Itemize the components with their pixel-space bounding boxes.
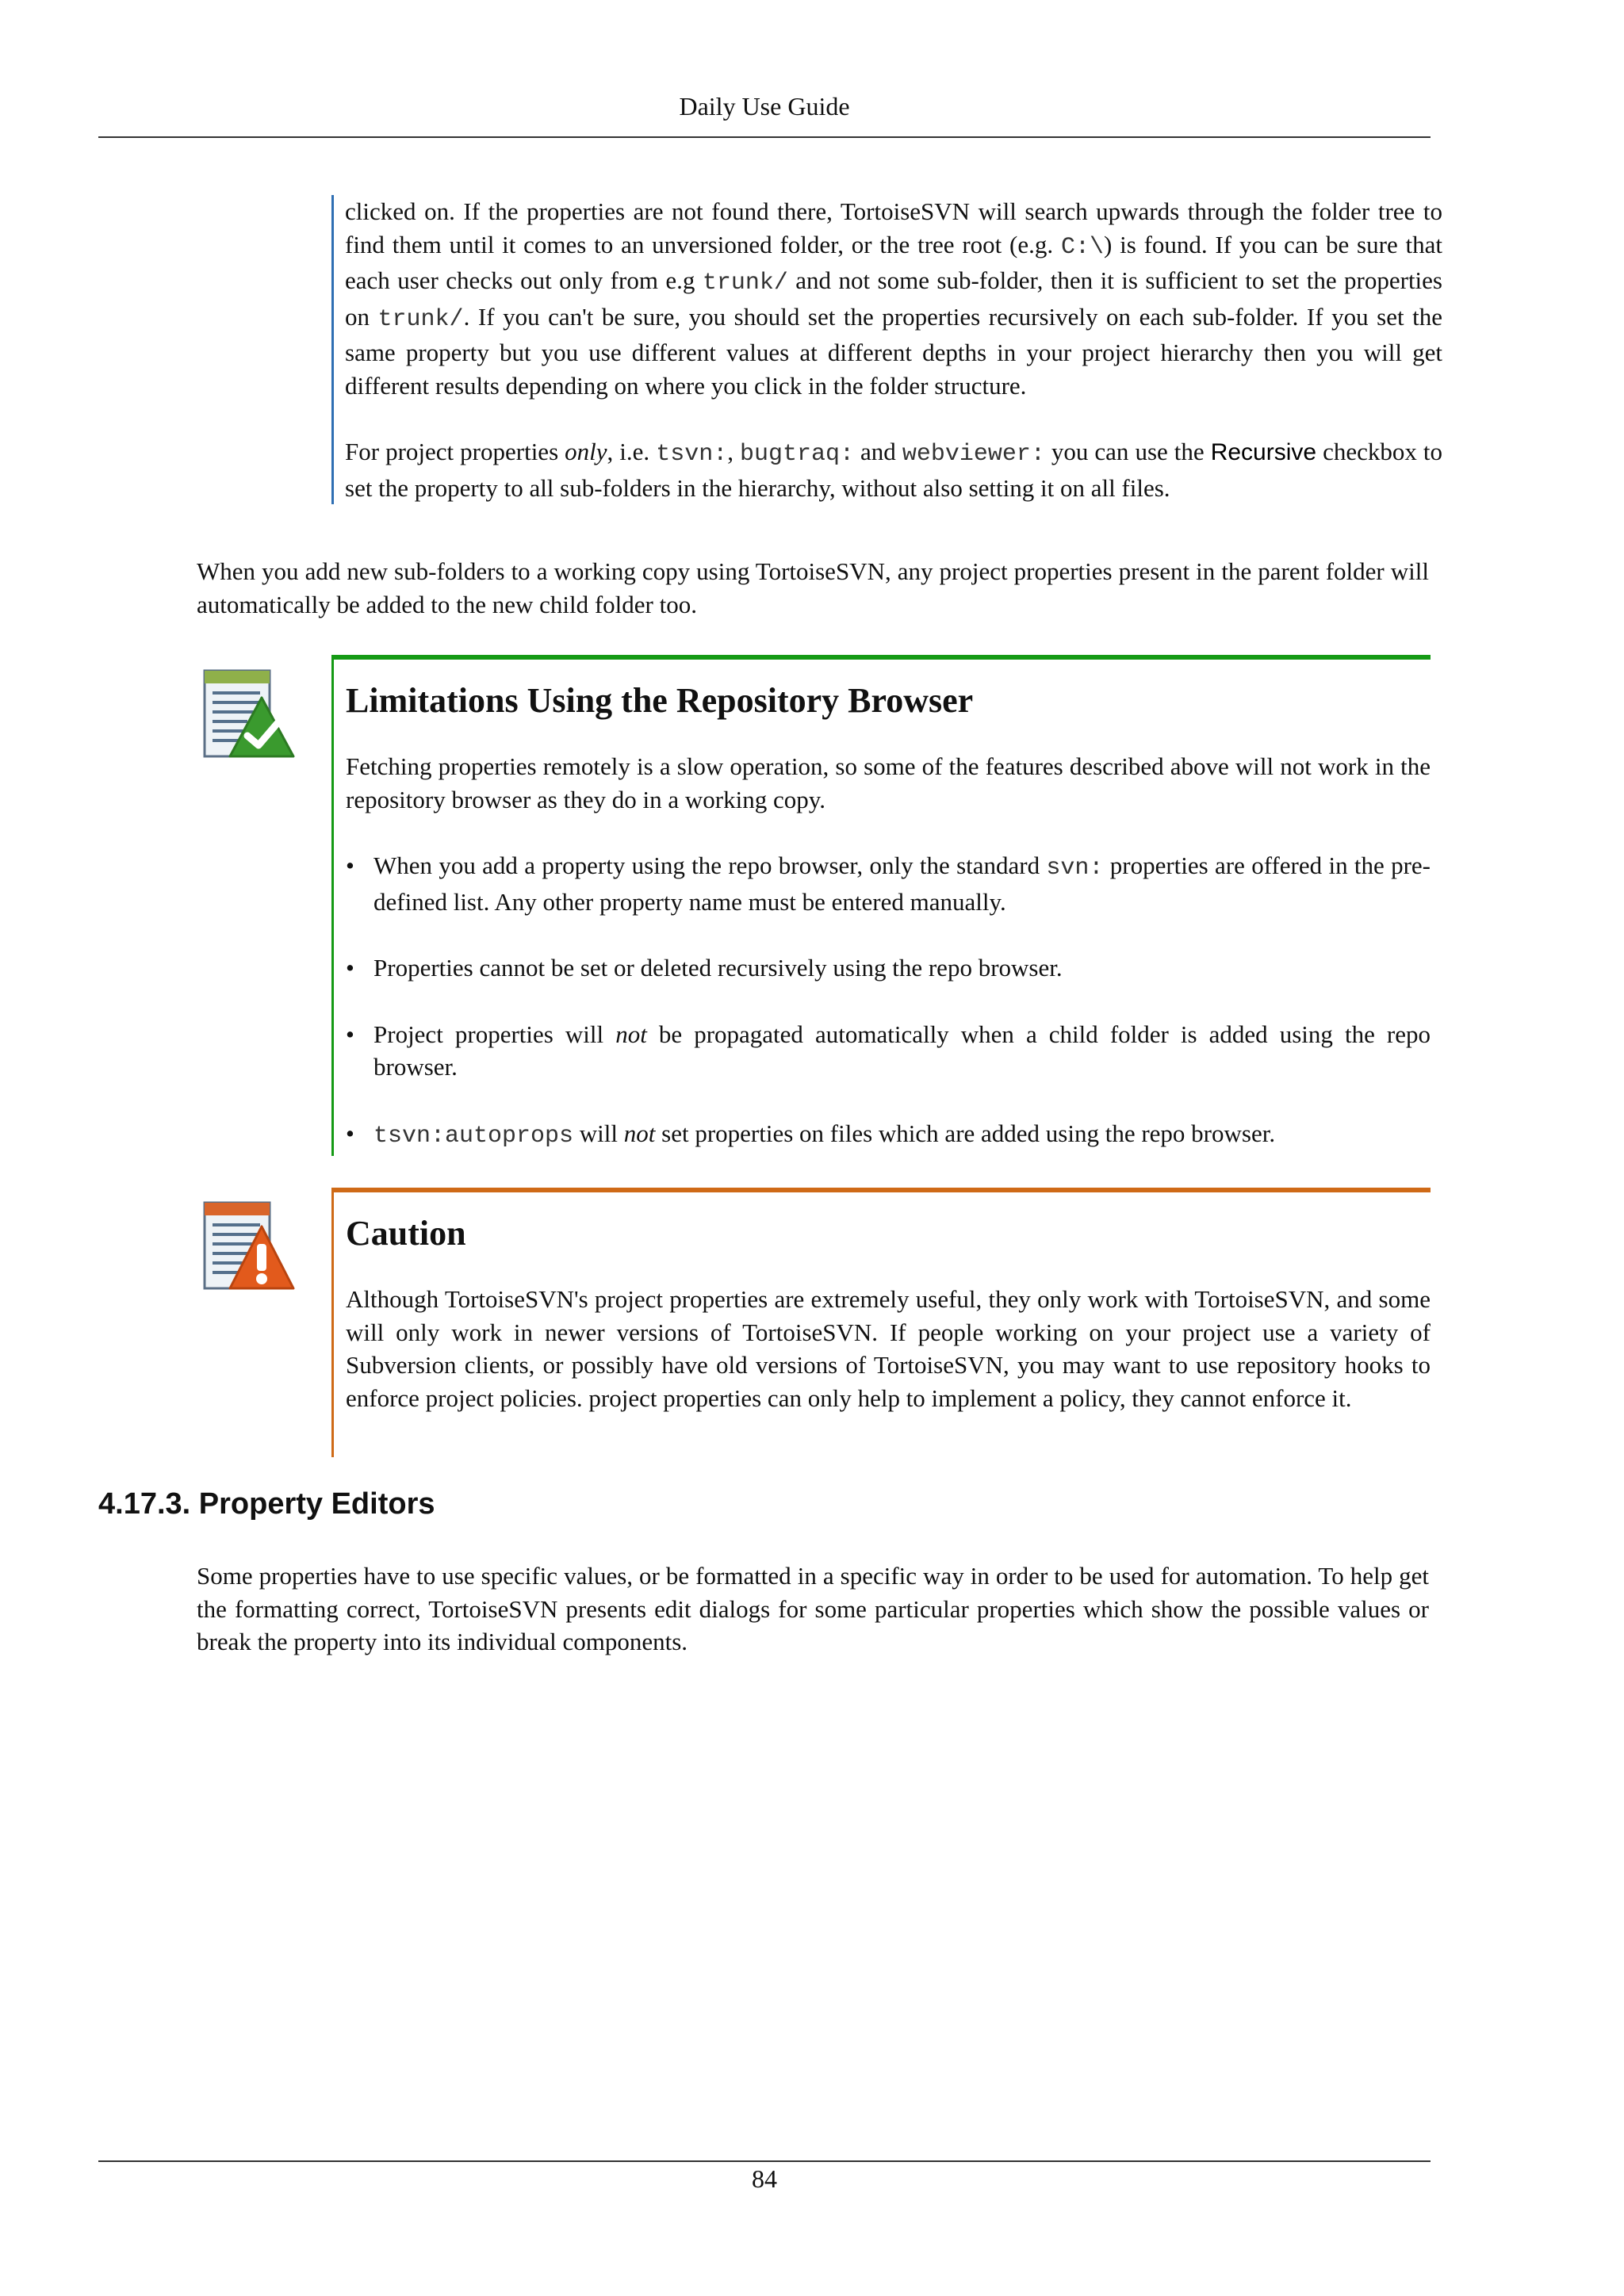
text-span: you can use the [1044, 438, 1211, 465]
page-number: 84 [752, 2164, 777, 2193]
emphasis: not [615, 1020, 647, 1048]
list-item [346, 1117, 1431, 1154]
header-rule [98, 136, 1431, 138]
text-span: , [727, 438, 740, 465]
code-webviewer: webviewer: [902, 441, 1045, 468]
text-span: properties are offered in the pre-defined list. Any other property name must be entered manually. [373, 851, 1431, 916]
body-paragraph: When you add new sub-folders to a working copy using TortoiseSVN, any project properties present in the parent folder will automatically be added to the new child folder too. [197, 557, 1429, 618]
text-span: . If you can't be sure, you should set the properties recursively on each sub-folder. If you set the same property but you use different values at different depths in your project hierarchy then you will get different results depending on where you click in the folder structure. [345, 302, 1442, 400]
admonition-title: Caution [346, 1214, 466, 1253]
code-trunk: trunk/ [377, 305, 464, 333]
tip-block [331, 195, 1442, 504]
text-span: be propagated automatically when a child folder is added using the repo browser. [373, 1020, 1431, 1081]
code-bugtraq: bugtraq: [740, 441, 855, 468]
admonition-intro: Fetching properties remotely is a slow operation, so some of the features described above will not work in the repository browser as they do in a working copy. [346, 752, 1431, 813]
emphasis: not [623, 1119, 656, 1147]
code-svn: svn: [1046, 855, 1104, 882]
tip-paragraph-1 [345, 195, 1442, 402]
list-item [346, 1018, 1431, 1084]
text-span: checkbox to set the property to all sub-folders in the hierarchy, without also setting it on all files. [345, 438, 1443, 502]
gui-label-recursive: Recursive [1210, 439, 1317, 465]
code-trunk: trunk/ [702, 270, 788, 297]
running-header: Daily Use Guide [679, 92, 850, 121]
code-tsvn: tsvn: [656, 441, 728, 468]
section-paragraph: Some properties have to use specific values, or be formatted in a specific way in order to be used for automation. To help get the formatting correct, TortoiseSVN presents edit dialogs for some particular properties which show the possible values or break the property into its individual components. [197, 1562, 1429, 1655]
text-span: Project properties will [373, 1020, 616, 1048]
footer-rule [98, 2160, 1431, 2162]
document-check-icon [200, 663, 295, 763]
limitations-list [346, 849, 1431, 1153]
text-span: ) is found. If you can be sure that each user checks out only from e.g [345, 230, 1442, 294]
text-span: When you add a property using the repo browser, only the standard [373, 851, 1047, 879]
important-admonition [331, 655, 1431, 1156]
caution-admonition [331, 1188, 1431, 1457]
list-item: • Properties cannot be set or deleted recursively using the repo browser. [346, 951, 1431, 985]
text-span: For project properties [345, 438, 565, 465]
document-warning-icon [200, 1195, 295, 1295]
text-span: set properties on files which are added using the repo browser. [655, 1119, 1276, 1147]
emphasis: only [565, 438, 607, 465]
text-span: will [573, 1119, 624, 1147]
text-span: and not some sub-folder, then it is sufficient to set the properties on [345, 266, 1442, 331]
caution-text: Although TortoiseSVN's project properties are extremely useful, they only work with TortoiseSVN, and some will only work in newer versions of TortoiseSVN. If people working on your project use a variety of Subversion clients, or possibly have old versions of TortoiseSVN, you may want to use repository hooks to enforce project policies. project properties can only help to implement a policy, they cannot enforce it. [346, 1285, 1431, 1412]
section-heading: 4.17.3. Property Editors [98, 1487, 435, 1521]
list-item [346, 849, 1431, 918]
text-span: , i.e. [607, 438, 657, 465]
code-drive-root: C:\ [1060, 233, 1104, 261]
tip-paragraph-2 [345, 435, 1442, 504]
code-tsvn-autoprops: tsvn:autoprops [373, 1122, 574, 1150]
text-span: clicked on. If the properties are not found there, TortoiseSVN will search upwards through the folder tree to find them until it comes to an unversioned folder, or the tree root (e.g. [345, 197, 1442, 258]
text-span: and [854, 438, 902, 465]
admonition-title: Limitations Using the Repository Browser [346, 681, 974, 720]
